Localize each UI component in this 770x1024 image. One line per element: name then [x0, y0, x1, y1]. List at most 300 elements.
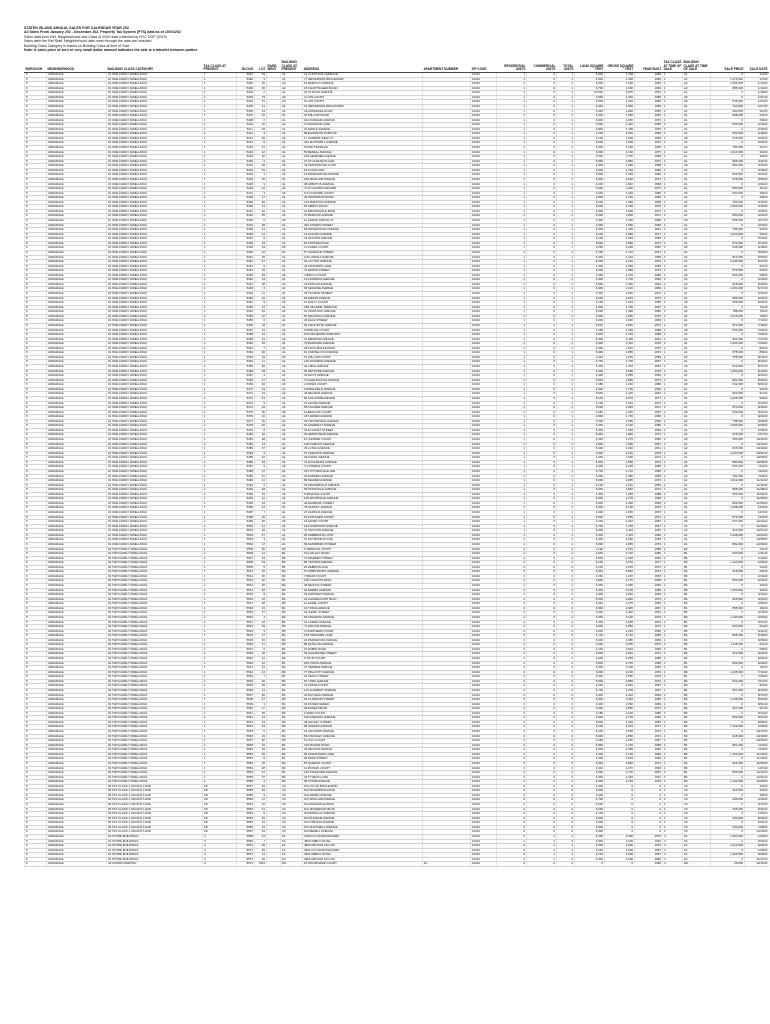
table-cell: 2	[527, 839, 557, 844]
table-cell: B2	[281, 666, 303, 671]
table-cell: 1	[497, 442, 527, 447]
table-cell: B2	[683, 707, 711, 712]
table-cell: 2	[255, 91, 267, 96]
table-cell: 1	[663, 825, 683, 830]
table-cell: 2,070	[605, 396, 635, 401]
column-header: BUILDING CLASS AT TIME OF SALE	[683, 58, 711, 73]
table-cell: A1	[683, 542, 711, 547]
table-cell: 1	[663, 771, 683, 776]
table-cell: 05 TAX CLASS 1 VACANT LAND	[107, 816, 203, 821]
table-cell: 5/6/22	[745, 232, 769, 237]
table-cell: B3	[683, 615, 711, 620]
table-cell: 5	[25, 456, 47, 461]
table-cell: 1975	[635, 127, 663, 132]
table-cell: 1	[663, 821, 683, 826]
table-cell: ANNADALE	[47, 793, 107, 798]
table-cell: 16	[255, 761, 267, 766]
table-cell: 0	[527, 73, 557, 78]
table-cell: 1960	[635, 146, 663, 151]
table-cell: 208 SINCLAIR AVENUE	[303, 177, 423, 182]
table-cell: 73	[255, 95, 267, 100]
table-cell: 5	[25, 355, 47, 360]
table-cell: 2	[497, 693, 527, 698]
table-cell: 5415	[237, 146, 255, 151]
table-cell: 3/9/22	[745, 155, 769, 160]
table-cell: 5	[25, 497, 47, 502]
table-cell: 10312	[471, 182, 497, 187]
table-cell: 19	[255, 570, 267, 575]
table-cell: ANNADALE	[47, 565, 107, 570]
table-cell: 2,200	[575, 465, 605, 470]
table-cell: 1	[663, 688, 683, 693]
table-cell: 10312	[471, 260, 497, 265]
table-cell: 10312	[471, 839, 497, 844]
table-cell: 5506	[237, 552, 255, 557]
table-cell: 0	[711, 739, 745, 744]
table-cell: 02 TWO FAMILY DWELLINGS	[107, 565, 203, 570]
table-cell: 1	[203, 232, 237, 237]
table-cell: 0	[711, 182, 745, 187]
table-cell: 5	[25, 803, 47, 808]
table-cell: B1	[683, 593, 711, 598]
table-cell: 14	[255, 387, 267, 392]
table-cell: ANNADALE	[47, 853, 107, 858]
table-cell: A1	[683, 287, 711, 292]
table-cell: 1,055,000	[711, 82, 745, 87]
table-cell: 2	[497, 730, 527, 735]
table-cell: 5500	[237, 524, 255, 529]
table-cell: 1	[203, 556, 237, 561]
table-cell: 5524	[237, 634, 255, 639]
table-cell: ANNADALE	[47, 77, 107, 82]
table-cell: 1978	[635, 205, 663, 210]
table-cell: 1	[663, 342, 683, 347]
table-cell: 1962	[635, 857, 663, 862]
table-cell: 10312	[471, 698, 497, 703]
table-cell: 0	[527, 136, 557, 141]
table-cell: 01 ONE FAMILY DWELLINGS	[107, 529, 203, 534]
table-cell: 1	[663, 200, 683, 205]
table-cell: A1	[281, 73, 303, 78]
table-cell: 1	[557, 241, 575, 246]
table-cell: 10312	[471, 812, 497, 817]
table-cell: 5	[25, 784, 47, 789]
table-cell: 01 ONE FAMILY DWELLINGS	[107, 460, 203, 465]
table-cell: 2	[557, 666, 575, 671]
table-cell: 0	[635, 812, 663, 817]
table-cell: 4	[255, 451, 267, 456]
table-cell: 1,210	[605, 301, 635, 306]
table-cell: 0	[711, 360, 745, 365]
table-cell: 5	[25, 547, 47, 552]
table-cell: 5 LILAC COURT	[303, 739, 423, 744]
table-cell: 01 ONE FAMILY DWELLINGS	[107, 374, 203, 379]
table-cell: 10312	[471, 757, 497, 762]
table-cell: 6,300	[575, 342, 605, 347]
table-cell: 2/8/22	[745, 118, 769, 123]
table-cell: 1	[203, 82, 237, 87]
table-cell: 1985	[635, 465, 663, 470]
table-cell: V0	[683, 821, 711, 826]
table-cell: 1	[663, 734, 683, 739]
table-cell: A1	[281, 374, 303, 379]
table-cell: 2,850	[605, 625, 635, 630]
table-cell: A1	[281, 264, 303, 269]
table-cell: 1	[203, 282, 237, 287]
table-cell: 24 LINDEN AVENUE	[303, 620, 423, 625]
table-cell: 0	[527, 606, 557, 611]
table-cell: 5473	[237, 401, 255, 406]
table-cell: ANNADALE	[47, 579, 107, 584]
table-cell: 0	[527, 670, 557, 675]
table-cell: A1	[281, 177, 303, 182]
table-cell: 2	[497, 574, 527, 579]
table-cell: 5	[25, 392, 47, 397]
table-cell: V0	[683, 825, 711, 830]
table-cell: 6,400	[575, 588, 605, 593]
table-cell: 1/18/22	[745, 91, 769, 96]
table-cell: K1	[683, 853, 711, 858]
table-cell: 01 ONE FAMILY DWELLINGS	[107, 406, 203, 411]
table-cell: 01 ONE FAMILY DWELLINGS	[107, 419, 203, 424]
table-cell: 5	[25, 492, 47, 497]
table-cell: 1	[203, 483, 237, 488]
table-cell: 547,000	[711, 520, 745, 525]
table-cell: 1	[497, 374, 527, 379]
table-cell: 5400	[237, 86, 255, 91]
table-cell: 5522	[237, 625, 255, 630]
table-cell: 1	[557, 123, 575, 128]
table-cell: 02 TWO FAMILY DWELLINGS	[107, 670, 203, 675]
table-cell: 2,225	[605, 629, 635, 634]
table-cell: 3/1/22	[745, 146, 769, 151]
table-cell: 5535	[237, 684, 255, 689]
table-cell: 0	[527, 246, 557, 251]
table-cell: 11/11/22	[745, 479, 769, 484]
table-cell: 5484	[237, 451, 255, 456]
table-cell: 2,845	[605, 570, 635, 575]
table-cell: 5496	[237, 506, 255, 511]
table-cell: ANNADALE	[47, 661, 107, 666]
table-cell: 1969	[635, 647, 663, 652]
table-cell: 1,710	[605, 469, 635, 474]
table-cell: 5523	[237, 629, 255, 634]
table-cell: 1	[663, 761, 683, 766]
table-cell: B3	[281, 561, 303, 566]
table-cell: 11/17/22	[745, 857, 769, 862]
table-cell: 0	[557, 807, 575, 812]
table-cell: 1	[203, 223, 237, 228]
table-cell: 115 LAMOKA AVENUE	[303, 255, 423, 260]
table-cell: 2	[557, 780, 575, 785]
table-cell: V0	[683, 816, 711, 821]
table-cell: ANNADALE	[47, 232, 107, 237]
table-cell: 1960	[635, 82, 663, 87]
table-cell: 1	[497, 474, 527, 479]
table-cell: ANNADALE	[47, 839, 107, 844]
table-cell: 1	[663, 748, 683, 753]
table-cell: 5,000	[575, 515, 605, 520]
table-cell: 5466	[237, 369, 255, 374]
table-cell: 1968	[635, 333, 663, 338]
table-cell: 1	[557, 447, 575, 452]
table-cell: 5	[25, 844, 47, 849]
table-cell: 10,000	[575, 91, 605, 96]
table-cell: 0	[527, 684, 557, 689]
table-cell: B1	[683, 675, 711, 680]
table-cell: 5	[25, 114, 47, 119]
table-cell: 10312	[471, 228, 497, 233]
table-cell: 2,420	[605, 611, 635, 616]
table-cell: 28	[255, 602, 267, 607]
table-cell: 1973	[635, 542, 663, 547]
table-cell: 10312	[471, 766, 497, 771]
table-cell: ANNADALE	[47, 771, 107, 776]
table-cell: 2	[255, 159, 267, 164]
table-cell: 10312	[471, 720, 497, 725]
table-cell: 1988	[635, 492, 663, 497]
table-cell: 5	[25, 401, 47, 406]
table-cell: 1	[663, 620, 683, 625]
table-cell: A1	[281, 333, 303, 338]
table-cell: 9/9/22	[745, 396, 769, 401]
table-cell: 01 ONE FAMILY DWELLINGS	[107, 136, 203, 141]
table-cell: 10312	[471, 615, 497, 620]
table-cell: K2	[281, 848, 303, 853]
table-cell: 10312	[471, 392, 497, 397]
table-cell: B2	[683, 638, 711, 643]
table-cell: 1	[663, 118, 683, 123]
table-cell: 860,000	[711, 661, 745, 666]
table-cell: 2/25/22	[745, 141, 769, 146]
table-cell: 1	[557, 223, 575, 228]
table-cell: 0	[527, 807, 557, 812]
table-cell: 10312	[471, 127, 497, 132]
table-cell: 1	[557, 173, 575, 178]
table-cell: 0	[527, 438, 557, 443]
table-cell: 5	[25, 734, 47, 739]
table-cell: 872,000	[711, 323, 745, 328]
table-cell: ANNADALE	[47, 816, 107, 821]
table-cell: 10312	[471, 387, 497, 392]
table-cell: 1	[663, 438, 683, 443]
table-cell: 1	[557, 264, 575, 269]
table-cell: 1	[203, 748, 237, 753]
table-cell: 1	[663, 556, 683, 561]
table-cell: 1	[663, 287, 683, 292]
table-cell: 10312	[471, 301, 497, 306]
table-cell: 1987	[635, 410, 663, 415]
table-cell: 0	[527, 862, 557, 867]
table-cell: 2	[497, 857, 527, 862]
table-cell: B3	[281, 684, 303, 689]
table-cell: V0	[281, 825, 303, 830]
table-cell: B1	[281, 634, 303, 639]
table-cell: 1	[203, 260, 237, 265]
table-cell: 1	[663, 547, 683, 552]
table-cell: 4,000	[575, 168, 605, 173]
table-cell: 5	[25, 524, 47, 529]
table-cell: 1,600	[605, 209, 635, 214]
table-cell: 10312	[471, 365, 497, 370]
table-cell: 0	[527, 593, 557, 598]
table-cell: 1/26/22	[745, 561, 769, 566]
table-cell: 5,400	[575, 529, 605, 534]
table-cell: 5392	[237, 82, 255, 87]
table-cell: 5	[25, 232, 47, 237]
table-cell: 2/15/22	[745, 127, 769, 132]
table-cell: 1975	[635, 296, 663, 301]
table-cell: 2,260	[575, 410, 605, 415]
table-cell: A5	[683, 355, 711, 360]
table-cell: ANNADALE	[47, 734, 107, 739]
table-cell: 93 SEGUINE AVENUE	[303, 287, 423, 292]
table-cell: 4	[255, 77, 267, 82]
table-cell: 0	[527, 232, 557, 237]
table-cell: 10312	[471, 287, 497, 292]
table-cell: 1967	[635, 250, 663, 255]
table-cell: 4	[663, 848, 683, 853]
table-cell: 0	[527, 798, 557, 803]
table-cell: 1	[203, 278, 237, 283]
table-cell: 3/23/22	[745, 173, 769, 178]
table-cell: 5493	[237, 492, 255, 497]
table-cell: 5,000	[575, 597, 605, 602]
table-cell: 1	[497, 456, 527, 461]
table-cell: 1972	[635, 734, 663, 739]
table-cell: 0	[527, 355, 557, 360]
table-cell: 5	[25, 606, 47, 611]
table-cell: 0	[497, 853, 527, 858]
report-note-1: Sales data from Ref, Neighborhood and Class of 2020 data collected by NYC DOF (2019)	[24, 34, 167, 39]
table-cell: 0	[497, 803, 527, 808]
table-cell: 1	[203, 615, 237, 620]
table-cell: 5490	[237, 479, 255, 484]
table-cell: 9/28/22	[745, 720, 769, 725]
table-cell: 0	[527, 428, 557, 433]
table-cell: B2	[683, 720, 711, 725]
table-cell: ANNADALE	[47, 716, 107, 721]
table-cell: ANNADALE	[47, 844, 107, 849]
table-cell: 2	[497, 688, 527, 693]
table-cell: 9 SPRUCE COURT	[303, 328, 423, 333]
table-cell: 5,000	[575, 488, 605, 493]
table-cell: 22 ROBIN ROAD	[303, 647, 423, 652]
table-cell: 1	[557, 401, 575, 406]
table-cell: 6 HEMLOCK COURT	[303, 410, 423, 415]
table-cell: 4 CYPRESS COURT	[303, 465, 423, 470]
table-cell: 8/10/22	[745, 355, 769, 360]
table-cell: 11/4/22	[745, 469, 769, 474]
table-cell: 10 JUNIPER COURT	[303, 438, 423, 443]
table-cell: 0	[711, 469, 745, 474]
table-cell: 0	[711, 223, 745, 228]
table-cell: 1978	[635, 615, 663, 620]
table-cell: 0	[711, 511, 745, 516]
table-cell: B3	[281, 670, 303, 675]
table-cell: 5,000	[575, 73, 605, 78]
table-cell: 01 ONE FAMILY DWELLINGS	[107, 515, 203, 520]
table-cell: ANNADALE	[47, 91, 107, 96]
table-cell: 02 TWO FAMILY DWELLINGS	[107, 716, 203, 721]
table-cell: A5	[281, 95, 303, 100]
table-cell: 76	[255, 100, 267, 105]
table-cell: 5	[25, 419, 47, 424]
table-cell: 63 GANSEVOORT BLVD	[303, 597, 423, 602]
table-cell: 2,725	[605, 661, 635, 666]
table-cell: A1	[281, 515, 303, 520]
table-cell: 1	[203, 387, 237, 392]
table-cell: 30	[255, 711, 267, 716]
table-cell: 1	[497, 392, 527, 397]
table-cell: 2,400	[605, 666, 635, 671]
table-cell: A1	[683, 114, 711, 119]
table-cell: 01 ONE FAMILY DWELLINGS	[107, 182, 203, 187]
table-cell: 71 HYLAN BOULEVARD	[303, 187, 423, 192]
table-cell: 02 TWO FAMILY DWELLINGS	[107, 730, 203, 735]
table-cell: 5,300	[575, 419, 605, 424]
table-cell: 8/10/22	[745, 688, 769, 693]
table-cell: 5,000	[575, 323, 605, 328]
table-cell: 5	[25, 132, 47, 137]
table-cell: 1	[663, 305, 683, 310]
table-cell: 1	[203, 73, 237, 78]
table-cell: 1974	[635, 351, 663, 356]
table-cell: 5,000	[575, 542, 605, 547]
table-cell: 5516	[237, 597, 255, 602]
table-cell: 02 TWO FAMILY DWELLINGS	[107, 625, 203, 630]
table-cell: B1	[281, 730, 303, 735]
table-cell: 1	[203, 588, 237, 593]
table-cell: 6,000	[575, 479, 605, 484]
table-cell: 10312	[471, 264, 497, 269]
table-cell: 0	[527, 177, 557, 182]
table-cell: 02 TWO FAMILY DWELLINGS	[107, 661, 203, 666]
table-cell: A1	[281, 401, 303, 406]
table-cell: 1	[497, 86, 527, 91]
table-cell: 0	[527, 442, 557, 447]
table-cell: 9/28/22	[745, 419, 769, 424]
table-cell: 1959	[635, 255, 663, 260]
table-cell: 22 STORE BUILDINGS	[107, 839, 203, 844]
table-cell: 0	[527, 730, 557, 735]
table-cell: 10312	[471, 269, 497, 274]
column-header: BUILDING CLASS AT PRESENT	[281, 58, 303, 73]
table-cell: 1	[557, 410, 575, 415]
table-cell: 1	[557, 182, 575, 187]
table-cell: 0	[635, 821, 663, 826]
table-cell: 01 ONE FAMILY DWELLINGS	[107, 73, 203, 78]
table-cell: 5,200	[605, 848, 635, 853]
table-cell: 1	[497, 520, 527, 525]
table-cell: 5405	[237, 104, 255, 109]
table-cell: 5502	[237, 533, 255, 538]
table-cell: 1	[497, 109, 527, 114]
table-cell: 12	[255, 661, 267, 666]
table-cell: 10312	[471, 816, 497, 821]
table-cell: ANNADALE	[47, 214, 107, 219]
table-cell: 01 ONE FAMILY DWELLINGS	[107, 533, 203, 538]
table-cell: 788,000	[711, 310, 745, 315]
table-cell: 4,700	[575, 798, 605, 803]
table-cell: 10/14/22	[745, 442, 769, 447]
table-cell: 1	[663, 488, 683, 493]
table-cell: A1	[683, 177, 711, 182]
table-cell: 5,000	[575, 296, 605, 301]
table-cell: 5571	[237, 848, 255, 853]
table-cell: 22	[255, 784, 267, 789]
table-cell: 1	[557, 282, 575, 287]
